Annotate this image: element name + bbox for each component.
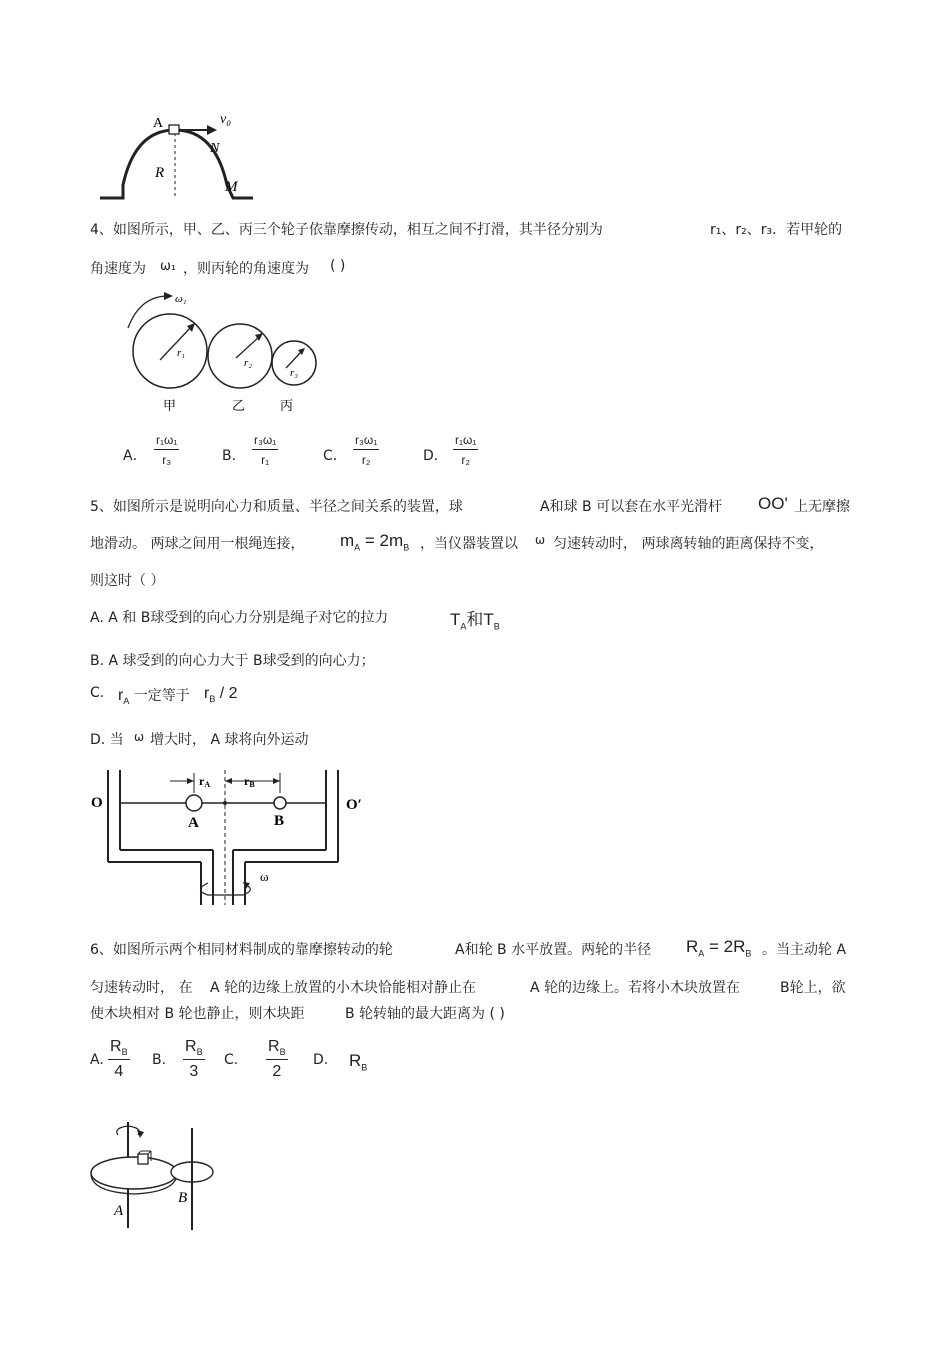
fig-omega1: ω₁: [175, 293, 187, 305]
q5-text-line2a: 地滑动。 两球之间用一根绳连接，: [90, 536, 305, 552]
q4-option-B-frac: $\frac{\text{r₃ω₁}}{\text{r₁}}$: [254, 433, 277, 467]
q5-option-A-tension: $T_A$和$T_B$: [450, 610, 500, 632]
fig-label-N: N: [210, 141, 220, 156]
fig-jia: 甲: [163, 398, 177, 413]
q5-text-line2b: ，当仪器装置以: [420, 536, 518, 552]
fig-r2: r₂: [244, 357, 253, 369]
q5-option-D-omega: ω: [134, 730, 145, 744]
q6-text-line2a: 匀速转动时， 在: [90, 980, 193, 996]
q4-text-line2a: 角速度为: [90, 261, 146, 277]
friction-wheels-figure: [88, 1120, 223, 1235]
q5-text-line2c: 匀速转动时， 两球离转轴的距离保持不变，: [553, 536, 824, 552]
hemisphere-figure: [95, 105, 270, 205]
q6-text-line3a: 使木块相对 B 轮也静止，则木块距: [90, 1006, 305, 1022]
q6-radius-equation: $R_A = 2R_B$: [686, 937, 752, 959]
q6-text-line2d: B轮上，欲: [780, 980, 846, 996]
q4-option-D-frac: $\frac{\text{r₁ω₁}}{\text{r₂}}$: [455, 433, 477, 467]
q5-text-line1b: A和球 B 可以套在水平光滑杆: [540, 499, 723, 515]
q6-option-A-key: A.: [90, 1052, 104, 1068]
q6-option-D-key: D.: [313, 1052, 329, 1068]
fig-wheel-B: B: [178, 1190, 188, 1206]
q5-option-A: A. A 和 B球受到的向心力分别是绳子对它的拉力: [90, 610, 389, 626]
fig-rB: rB: [244, 774, 255, 789]
q4-option-C-key: C．: [323, 448, 347, 464]
q5-omega: ω: [535, 533, 546, 547]
fig-r1: r₁: [177, 347, 186, 359]
q6-option-D-value: $R_B$: [349, 1051, 368, 1073]
fig-ball-A: A: [188, 815, 199, 831]
q5-mass-equation: $m_A = 2m_B$: [340, 531, 410, 553]
q5-option-B: B. A 球受到的向心力大于 B球受到的向心力；: [90, 653, 375, 669]
fig-O: O: [91, 795, 103, 811]
q4-text-line1a: 4、如图所示，甲、乙、丙三个轮子依靠摩擦传动，相互之间不打滑，其半径分别为: [90, 222, 603, 238]
q6-text-line1a: 6、如图所示两个相同材料制成的靠摩擦转动的轮: [90, 942, 393, 958]
q4-text-line1b: r₁、r₂、r₃．若甲轮的: [710, 222, 843, 238]
q6-text-line2b: A 轮的边缘上放置的小木块恰能相对静止在: [210, 980, 477, 996]
q4-option-B-key: B．: [222, 448, 246, 464]
q5-text-line1a: 5、如图所示是说明向心力和质量、半径之间关系的装置，球: [90, 499, 463, 515]
q6-option-B-frac: $\frac{R_B}{3}$: [185, 1038, 203, 1081]
q6-text-line1b: A和轮 B 水平放置。两轮的半径: [455, 942, 652, 958]
q5-oo: OO': [758, 494, 788, 513]
fig-label-M: M: [225, 179, 238, 195]
fig-wheel-A: A: [114, 1203, 124, 1219]
q4-omega: ω₁: [160, 259, 177, 274]
fig-ball-B: B: [274, 813, 285, 829]
q4-paren: ( ): [330, 258, 346, 274]
q4-option-D-key: D．: [423, 448, 448, 464]
q6-option-C-frac: $\frac{R_B}{2}$: [268, 1038, 286, 1081]
three-wheels-figure: [120, 288, 320, 418]
fig-label-v0: v₀: [220, 112, 232, 127]
q5-text-line1c: 上无摩擦: [794, 499, 850, 515]
q6-option-B-key: B.: [152, 1052, 167, 1068]
q5-option-C-value: $r_B / 2$: [204, 685, 238, 705]
q6-text-line2c: A 轮的边缘上。若将小木块放置在: [530, 980, 741, 996]
q4-text-line2b: ，则丙轮的角速度为: [183, 261, 309, 277]
fig-label-A: A: [153, 116, 164, 131]
fig-rA: rA: [199, 774, 211, 789]
q5-option-D-key: D. 当: [90, 732, 124, 748]
q6-option-A-frac: $\frac{R_B}{4}$: [110, 1038, 128, 1081]
q4-option-C-frac: $\frac{\text{r₃ω₁}}{\text{r₂}}$: [355, 433, 378, 467]
fig-r3: r₃: [290, 367, 299, 379]
q5-option-C-key: C.: [90, 685, 105, 701]
fig-label-R: R: [155, 165, 165, 181]
q5-option-D-text: 增大时， A 球将向外运动: [150, 732, 309, 748]
q6-text-line1c: 。当主动轮 A: [762, 942, 847, 958]
fig-omega: ω: [260, 869, 269, 884]
centripetal-apparatus-figure: [88, 765, 378, 910]
q4-option-A-frac: $\frac{\text{r₁ω₁}}{\text{r₃}}$: [156, 433, 178, 467]
fig-bing: 丙: [280, 398, 294, 413]
q6-text-line3b: B 轮转轴的最大距离为 ( ): [345, 1006, 505, 1022]
fig-yi: 乙: [232, 398, 246, 413]
q4-option-A-key: A．: [123, 448, 147, 464]
fig-O-prime: O′: [346, 797, 362, 813]
q5-option-C-text: $r_A$ 一定等于: [118, 687, 190, 707]
q6-option-C-key: C.: [224, 1052, 239, 1068]
q5-text-line3: 则这时（ ）: [90, 573, 165, 589]
